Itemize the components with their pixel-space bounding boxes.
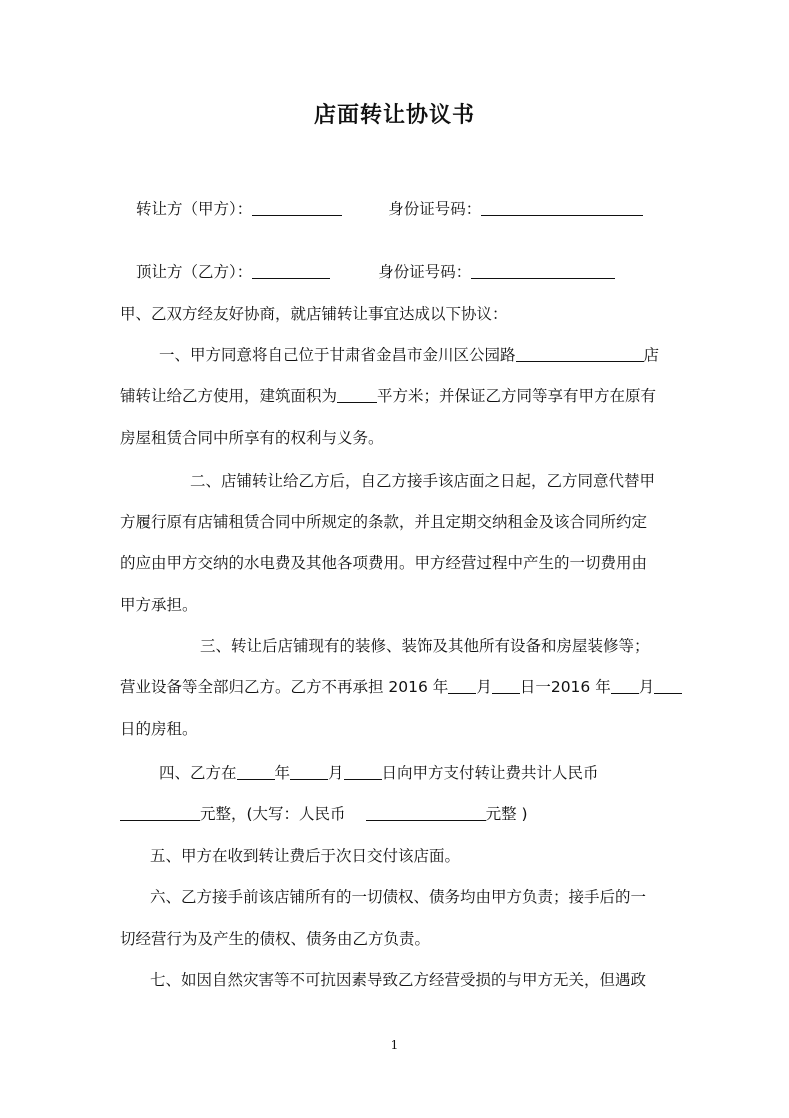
page-number: 1 <box>390 1038 399 1052</box>
address-blank <box>516 345 644 362</box>
area-blank <box>337 386 377 403</box>
clause2-line3: 的应由甲方交纳的水电费及其他各项费用。甲方经营过程中产生的一切费用由 <box>120 554 648 572</box>
clause1-text-b: 店 <box>643 346 660 364</box>
amount-words-blank <box>366 804 486 821</box>
clause2-line1: 二、店铺转让给乙方后，自乙方接手该店面之日起，乙方同意代替甲 <box>190 472 656 490</box>
clause3-line2 <box>120 676 672 698</box>
party-a-name-blank <box>252 199 342 216</box>
document-title: 店面转让协议书 <box>313 102 475 128</box>
clause4-line1 <box>159 762 711 784</box>
pay-day-blank <box>344 763 382 780</box>
clause6-line1: 六、乙方接手前该店铺所有的一切债权、债务均由甲方负责；接手后的一 <box>150 888 647 906</box>
party-a-label: 转让方（甲方）： <box>136 200 253 218</box>
intro-text: 甲、乙双方经友好协商，就店铺转让事宜达成以下协议： <box>120 305 508 323</box>
clause7-line1: 七、如因自然灾害等不可抗因素导致乙方经营受损的与甲方无关，但遇政 <box>150 971 647 989</box>
clause3-line3: 日的房租。 <box>120 720 198 738</box>
clause3-text-c: 日一2016 年 <box>519 678 611 696</box>
party-a-id-blank <box>481 199 643 216</box>
clause2-line2: 方履行原有店铺租赁合同中所规定的条款，并且定期交纳租金及该合同所约定 <box>120 513 648 531</box>
party-b-line <box>136 261 688 283</box>
clause3-text-b: 月 <box>476 678 492 696</box>
clause1-line2 <box>120 385 672 407</box>
amount-blank <box>120 804 200 821</box>
clause4-text-e: 元整，(大写：人民币 <box>200 805 346 823</box>
clause6-line2: 切经营行为及产生的债权、债务由乙方负责。 <box>120 930 431 948</box>
end-day-blank <box>654 677 682 694</box>
party-b-id-blank <box>471 262 615 279</box>
clause5-line: 五、甲方在收到转让费后于次日交付该店面。 <box>150 847 461 865</box>
clause4-text-b: 年 <box>274 764 291 782</box>
clause1-text-a: 一、甲方同意将自己位于甘肃省金昌市金川区公园路 <box>159 346 516 364</box>
clause1-text-d: 平方米；并保证乙方同等享有甲方在原有 <box>377 387 657 405</box>
clause2-line4: 甲方承担。 <box>120 596 198 614</box>
pay-month-blank <box>290 763 328 780</box>
pay-year-blank <box>237 763 275 780</box>
clause4-line2 <box>120 803 672 825</box>
clause4-text-f: 元整 ) <box>485 805 528 823</box>
clause4-text-a: 四、乙方在 <box>159 764 237 782</box>
clause1-line3: 房屋租赁合同中所享有的权利与义务。 <box>120 429 384 447</box>
clause1-line1 <box>159 344 711 366</box>
start-day-blank <box>492 677 520 694</box>
start-month-blank <box>448 677 476 694</box>
party-b-label: 顶让方（乙方）： <box>136 263 253 281</box>
clause3-line1: 三、转让后店铺现有的装修、装饰及其他所有设备和房屋装修等； <box>200 637 650 655</box>
clause4-text-d: 日向甲方支付转让费共计人民币 <box>381 764 599 782</box>
clause3-text-d: 月 <box>638 678 655 696</box>
party-a-line <box>136 198 688 220</box>
clause3-text-a: 营业设备等全部归乙方。乙方不再承担 2016 年 <box>120 678 449 696</box>
party-b-name-blank <box>252 262 330 279</box>
clause1-text-c: 铺转让给乙方使用，建筑面积为 <box>120 387 338 405</box>
party-a-id-label: 身份证号码： <box>388 200 482 218</box>
clause4-text-c: 月 <box>328 764 344 782</box>
party-b-id-label: 身份证号码： <box>378 263 472 281</box>
end-month-blank <box>611 677 639 694</box>
